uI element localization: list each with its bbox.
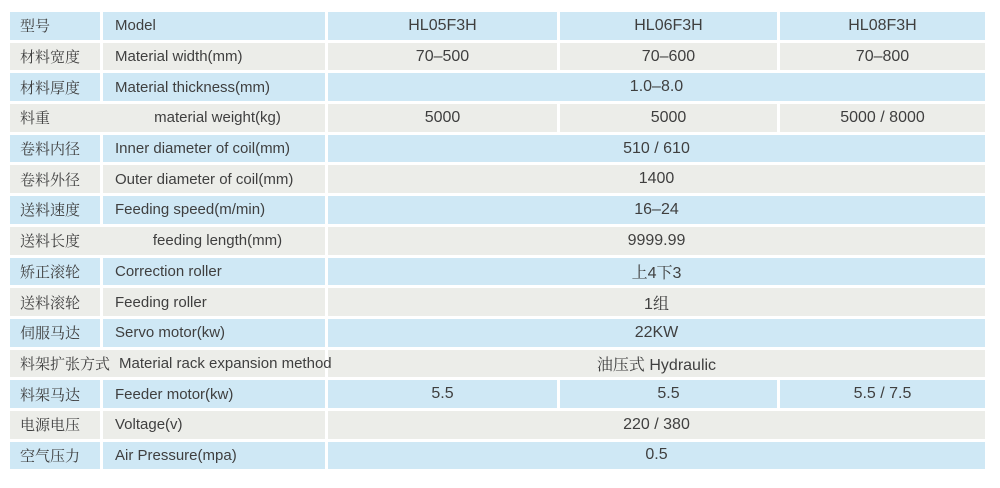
- row-label-cn: 料重: [20, 110, 51, 128]
- value-cell-merged: 0.5: [328, 442, 985, 470]
- table-row: [10, 319, 985, 347]
- row-label-cn: 电源电压: [10, 411, 100, 439]
- row-label-cn: 料架马达: [10, 380, 100, 408]
- value-cell-col2: 5.5: [560, 380, 777, 408]
- value-cell-col1: 5.5: [328, 380, 557, 408]
- value-cell-col2: 70–600: [560, 43, 777, 71]
- value-cell-col3: 5.5 / 7.5: [780, 380, 985, 408]
- value-cell-col1: 70–500: [328, 43, 557, 71]
- row-label-en: Air Pressure(mpa): [103, 442, 325, 470]
- row-label-cn: 材料厚度: [10, 73, 100, 101]
- table-row: [10, 43, 985, 71]
- table-row: [10, 73, 985, 101]
- row-label-cn: 送料长度: [20, 233, 81, 251]
- value-cell-col3: 70–800: [780, 43, 985, 71]
- row-label-en: Feeder motor(kw): [103, 380, 325, 408]
- table-row: [10, 165, 985, 193]
- spec-table-body: [10, 12, 985, 469]
- row-label-en: material weight(kg): [154, 109, 281, 127]
- table-row: [10, 288, 985, 316]
- row-label-cn: 材料宽度: [10, 43, 100, 71]
- row-label-en: Feeding roller: [103, 288, 325, 316]
- value-cell-merged: 1.0–8.0: [328, 73, 985, 101]
- row-label-en: Model: [103, 12, 325, 40]
- row-label-cn: 送料滚轮: [10, 288, 100, 316]
- row-label-cell: [10, 227, 325, 255]
- row-label-cn: 卷料外径: [10, 165, 100, 193]
- value-cell-col1: 5000: [328, 104, 557, 132]
- table-row: [10, 258, 985, 286]
- value-cell-merged: 510 / 610: [328, 135, 985, 163]
- row-label-en: Servo motor(kw): [103, 319, 325, 347]
- table-row: [10, 411, 985, 439]
- table-row: [10, 380, 985, 408]
- row-label-en: Voltage(v): [103, 411, 325, 439]
- row-label-group: [10, 350, 332, 378]
- value-cell-merged: 220 / 380: [328, 411, 985, 439]
- row-label-cn: 伺服马达: [10, 319, 100, 347]
- value-cell-merged: 16–24: [328, 196, 985, 224]
- row-label-group: [10, 227, 325, 255]
- row-label-cn: 送料速度: [10, 196, 100, 224]
- row-label-cn: 料架扩张方式: [20, 355, 111, 373]
- row-label-en: Material width(mm): [103, 43, 325, 71]
- value-cell-col2: 5000: [560, 104, 777, 132]
- row-label-cn: 卷料内径: [10, 135, 100, 163]
- value-cell-merged: 9999.99: [328, 227, 985, 255]
- value-cell-col3: HL08F3H: [780, 12, 985, 40]
- table-row: [10, 227, 985, 255]
- row-label-cell: [10, 104, 325, 132]
- value-cell-col1: HL05F3H: [328, 12, 557, 40]
- value-cell-col3: 5000 / 8000: [780, 104, 985, 132]
- value-cell-merged: 22KW: [328, 319, 985, 347]
- row-label-cn: 型号: [10, 12, 100, 40]
- table-row: [10, 12, 985, 40]
- value-cell-merged: 上4下3: [328, 258, 985, 286]
- value-cell-merged: 1400: [328, 165, 985, 193]
- table-row: [10, 104, 985, 132]
- row-label-cell: [10, 350, 332, 378]
- row-label-group: [10, 104, 325, 132]
- table-row: [10, 442, 985, 470]
- row-label-en: Inner diameter of coil(mm): [103, 135, 325, 163]
- row-label-en: Outer diameter of coil(mm): [103, 165, 325, 193]
- value-cell-merged: 油压式 Hydraulic: [328, 350, 985, 378]
- value-cell-merged: 1组: [328, 288, 985, 316]
- row-label-en: Material thickness(mm): [103, 73, 325, 101]
- row-label-en: feeding length(mm): [152, 232, 283, 250]
- table-row: [10, 135, 985, 163]
- spec-table: [7, 9, 988, 472]
- row-label-cn: 矫正滚轮: [10, 258, 100, 286]
- value-cell-col2: HL06F3H: [560, 12, 777, 40]
- table-row: [10, 196, 985, 224]
- row-label-cn: 空气压力: [10, 442, 100, 470]
- row-label-en: Feeding speed(m/min): [103, 196, 325, 224]
- table-row: [10, 350, 985, 378]
- row-label-en: Correction roller: [103, 258, 325, 286]
- row-label-en: Material rack expansion method: [119, 354, 332, 372]
